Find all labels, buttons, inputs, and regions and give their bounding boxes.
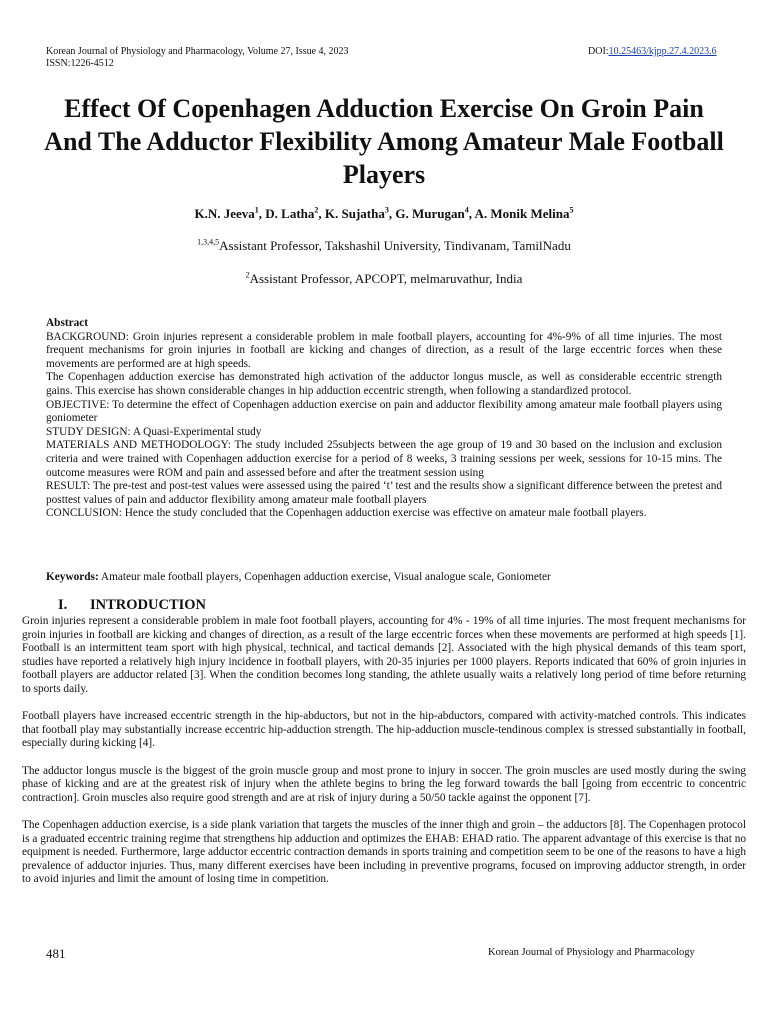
- author-list: [160, 206, 608, 222]
- abstract-conclusion: CONCLUSION: Hence the study concluded that the Copenhagen adduction exercise was effective on amateur male football players.: [46, 507, 647, 520]
- paragraph: Groin injuries represent a considerable problem in male foot football players, accounting for 4% - 19% of all time injuries. The most frequent mechanisms for groin injuries in football are kicking and changes of direction, as a result of the large eccentric forces when these movements are performed at high speeds [1]. Football is an intermittent team sport with high physical, technical, and tactical demands [2]. Associated with the high physical demands of this team sport, studies have reported a relatively high injury incidence in football players, with 20-35 injuries per 1000 players. Reports indicated that 60% of groin injuries in football players are adductor related [3]. When the condition becomes long standing, the athlete usually waits a relatively long period of time before returning to sports daily.: [22, 615, 746, 695]
- section-heading: [58, 596, 206, 614]
- issn: ISSN:1226-4512: [46, 58, 114, 69]
- paragraph: Football players have increased eccentric strength in the hip-abductors, but not in the hip-abductors, compared with activity-matched controls. This indicates that football play may substantially increase eccentric hip-adduction strength. The hip-adduction muscle-tendinous complex is stressed substantially in football, especially during kicking [4].: [22, 710, 746, 750]
- abstract-background: BACKGROUND: Groin injuries represent a considerable problem in male football players, accounting for 4%-9% of all time injuries. The most frequent mechanisms for groin injuries in football are kicking and changes of direction, as a result of the large eccentric forces when these movements are performed are at high speeds.: [46, 330, 722, 370]
- author: K.N. Jeeva$^1$,: [194, 205, 266, 221]
- affiliation: $^{1,3,4,5}$Assistant Professor, Takshashil University, Tindivanam, TamilNadu: [197, 237, 571, 253]
- author: G. Murugan$^4$,: [395, 205, 475, 221]
- author: D. Latha$^2$,: [265, 205, 325, 221]
- abstract-result: RESULT: The pre-test and post-test values were assessed using the paired ‘t’ test and the results show a significant difference between the pretest and posttest values of pain and adductor flexibility among amateur male football players: [46, 480, 722, 506]
- footer-journal: Korean Journal of Physiology and Pharmacology: [488, 947, 695, 958]
- abstract-paragraph: The Copenhagen adduction exercise has demonstrated high activation of the adductor longus muscle, as well as considerable eccentric strength gains. This exercise has shown considerable changes in hip adduction eccentric strength, when following a standardized protocol.: [46, 371, 722, 397]
- abstract: [46, 317, 722, 521]
- paragraph: The adductor longus muscle is the biggest of the groin muscle group and most prone to injury in soccer. The groin muscles are used mostly during the swing phase of kicking and are at the greatest risk of injury when the athlete begins to bring the leg forward towards the ball [going from eccentric to concentric contraction]. Groin muscles also require good strength and are at risk of injury during a 50/50 tackle against the opponent [7].: [22, 764, 746, 804]
- journal-citation: Korean Journal of Physiology and Pharmacology, Volume 27, Issue 4, 2023: [46, 46, 349, 57]
- author: A. Monik Melina$^5$: [474, 205, 574, 221]
- author: K. Sujatha$^3$,: [324, 205, 396, 221]
- introduction-body: [22, 615, 746, 900]
- keywords: [46, 570, 722, 584]
- paragraph: The Copenhagen adduction exercise, is a side plank variation that targets the muscles of the inner thigh and groin – the adductors [8]. The Copenhagen protocol is a graduated eccentric training regime that strengthens hip adduction and optimizes the EHAB: EHAD ratio. The apparent advantage of this exercise is that no equipment is needed. Furthermore, large adductor eccentric contraction demands in sports training and competition seem to be one of the reasons to have a high prevalence of adductor injuries. Thus, many different exercises have been including in preventive programs, focused on improving adductor strength, in order to avoid injuries and limit the amount of losing time in competition.: [22, 818, 746, 886]
- abstract-heading: Abstract: [46, 317, 89, 329]
- abstract-study-design: STUDY DESIGN: A Quasi-Experimental study: [46, 425, 262, 438]
- doi-link[interactable]: 10.25463/kjpp.27.4.2023.6: [608, 46, 717, 57]
- section-title: INTRODUCTION: [90, 597, 207, 613]
- doi: [588, 46, 717, 58]
- page-number: 481: [46, 946, 66, 961]
- section-number: I.: [58, 597, 68, 613]
- abstract-methodology: MATERIALS AND METHODOLOGY: The study included 25subjects between the age group of 19 and 30 based on the inclusion and exclusion criteria and were trained with Copenhagen adduction exercise for a period of 8 weeks, 3 training sessions per week, sessions for 10-15 mins. The outcome measures were ROM and pain and assessed before and after the treatment session using: [46, 439, 722, 479]
- doi-label: DOI:: [588, 46, 609, 57]
- keywords-text: Amateur male football players, Copenhagen adduction exercise, Visual analogue scale, Goniometer: [100, 571, 551, 583]
- affiliation: $^2$Assistant Professor, APCOPT, melmaruvathur, India: [245, 270, 523, 286]
- keywords-label: Keywords:: [46, 571, 99, 583]
- paper-title: Effect Of Copenhagen Adduction Exercise On Groin Pain And The Adductor Flexibility Among Amateur Male Football Players: [44, 94, 724, 189]
- abstract-objective: OBJECTIVE: To determine the effect of Copenhagen adduction exercise on pain and adductor flexibility among amateur male football players using goniometer: [46, 398, 722, 425]
